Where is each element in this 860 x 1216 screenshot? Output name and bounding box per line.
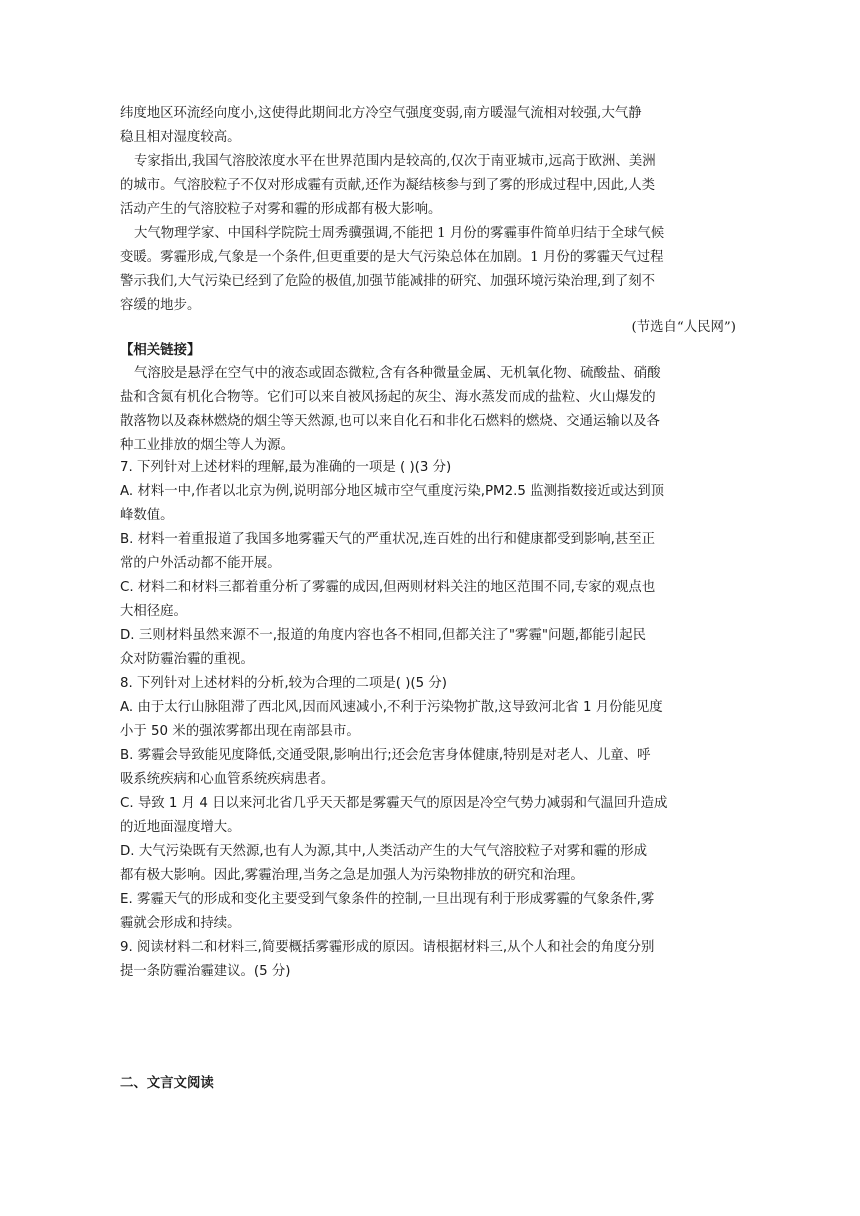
q7-option-a: A. 材料一中,作者以北京为例,说明部分地区城市空气重度污染,PM2.5 监测指数接近或达到顶 (120, 484, 665, 499)
related-links-title: 【相关链接】 (120, 342, 201, 358)
question-9-stem-cont: 提一条防霾治霾建议。(5 分) (120, 964, 291, 979)
q8-option-c: C. 导致 1 月 4 日以来河北省几乎天天都是雾霾天气的原因是冷空气势力减弱和气温回升造成 (120, 796, 668, 811)
q8-option-e: E. 雾霾天气的形成和变化主要受到气象条件的控制,一旦出现有利于形成雾霾的气象条件,雾 (120, 892, 655, 907)
q8-option-e-cont: 霾就会形成和持续。 (120, 916, 241, 931)
q8-option-b-cont: 吸系统疾病和心血管系统疾病患者。 (120, 772, 335, 787)
paragraph-line: 活动产生的气溶胶粒子对雾和霾的形成都有极大影响。 (120, 202, 442, 217)
q7-option-c: C. 材料二和材料三都着重分析了雾霾的成因,但两则材料关注的地区范围不同,专家的观点也 (120, 580, 656, 595)
paragraph-line: 容缓的地步。 (120, 298, 201, 313)
q8-option-c-cont: 的近地面湿度增大。 (120, 820, 241, 835)
q8-option-d-cont: 都有极大影响。因此,雾霾治理,当务之急是加强人为污染物排放的研究和治理。 (120, 868, 584, 883)
related-line: 气溶胶是悬浮在空气中的液态或固态微粒,含有各种微量金属、无机氧化物、硫酸盐、硝酸 (134, 366, 661, 381)
q7-option-b: B. 材料一着重报道了我国多地雾霾天气的严重状况,连百姓的出行和健康都受到影响,甚至正 (120, 532, 656, 547)
q7-option-c-cont: 大相径庭。 (120, 604, 187, 619)
question-9-stem: 9. 阅读材料二和材料三,简要概括雾霾形成的原因。请根据材料三,从个人和社会的角度分别 (120, 940, 655, 955)
section-heading: 二、文言文阅读 (120, 1076, 214, 1091)
q8-option-b: B. 雾霾会导致能见度降低,交通受限,影响出行;还会危害身体健康,特别是对老人、儿童、呼 (120, 748, 651, 763)
q7-option-b-cont: 常的户外活动都不能开展。 (120, 556, 281, 571)
paragraph-line: 专家指出,我国气溶胶浓度水平在世界范围内是较高的,仅次于南亚城市,远高于欧洲、美洲 (134, 154, 656, 169)
question-8-stem: 8. 下列针对上述材料的分析,较为合理的二项是( )(5 分) (120, 676, 448, 691)
q7-option-d: D. 三则材料虽然来源不一,报道的角度内容也各不相同,但都关注了"雾霾"问题,都能引起民 (120, 628, 646, 643)
q8-option-d: D. 大气污染既有天然源,也有人为源,其中,人类活动产生的大气气溶胶粒子对雾和霾的形成 (120, 844, 648, 859)
paragraph-line: 警示我们,大气污染已经到了危险的极值,加强节能减排的研究、加强环境污染治理,到了刻不 (120, 274, 656, 289)
related-line: 散落物以及森林燃烧的烟尘等天然源,也可以来自化石和非化石燃料的燃烧、交通运输以及各 (120, 414, 660, 429)
source-citation: (节选自“人民网”) (631, 320, 736, 335)
q7-option-a-cont: 峰数值。 (120, 508, 174, 523)
q8-option-a-cont: 小于 50 米的强浓雾都出现在南部县市。 (120, 724, 360, 739)
paragraph-line: 变暖。雾霾形成,气象是一个条件,但更重要的是大气污染总体在加剧。1 月份的雾霾天气过程 (120, 250, 664, 265)
passage-line: 纬度地区环流经向度小,这使得此期间北方冷空气强度变弱,南方暖湿气流相对较强,大气静 (120, 106, 642, 121)
passage-line: 稳且相对湿度较高。 (120, 130, 241, 145)
related-line: 种工业排放的烟尘等人为源。 (120, 438, 295, 453)
paragraph-line: 大气物理学家、中国科学院院士周秀骥强调,不能把 1 月份的雾霾事件简单归结于全球气候 (134, 226, 665, 241)
q8-option-a: A. 由于太行山脉阻滞了西北风,因而风速减小,不利于污染物扩散,这导致河北省 1 月份能见度 (120, 700, 663, 715)
question-7-stem: 7. 下列针对上述材料的理解,最为准确的一项是 ( )(3 分) (120, 460, 452, 475)
related-line: 盐和含氮有机化合物等。它们可以来自被风扬起的灰尘、海水蒸发而成的盐粒、火山爆发的 (120, 390, 656, 405)
q7-option-d-cont: 众对防霾治霾的重视。 (120, 652, 254, 667)
paragraph-line: 的城市。气溶胶粒子不仅对形成霾有贡献,还作为凝结核参与到了雾的形成过程中,因此,人类 (120, 178, 656, 193)
